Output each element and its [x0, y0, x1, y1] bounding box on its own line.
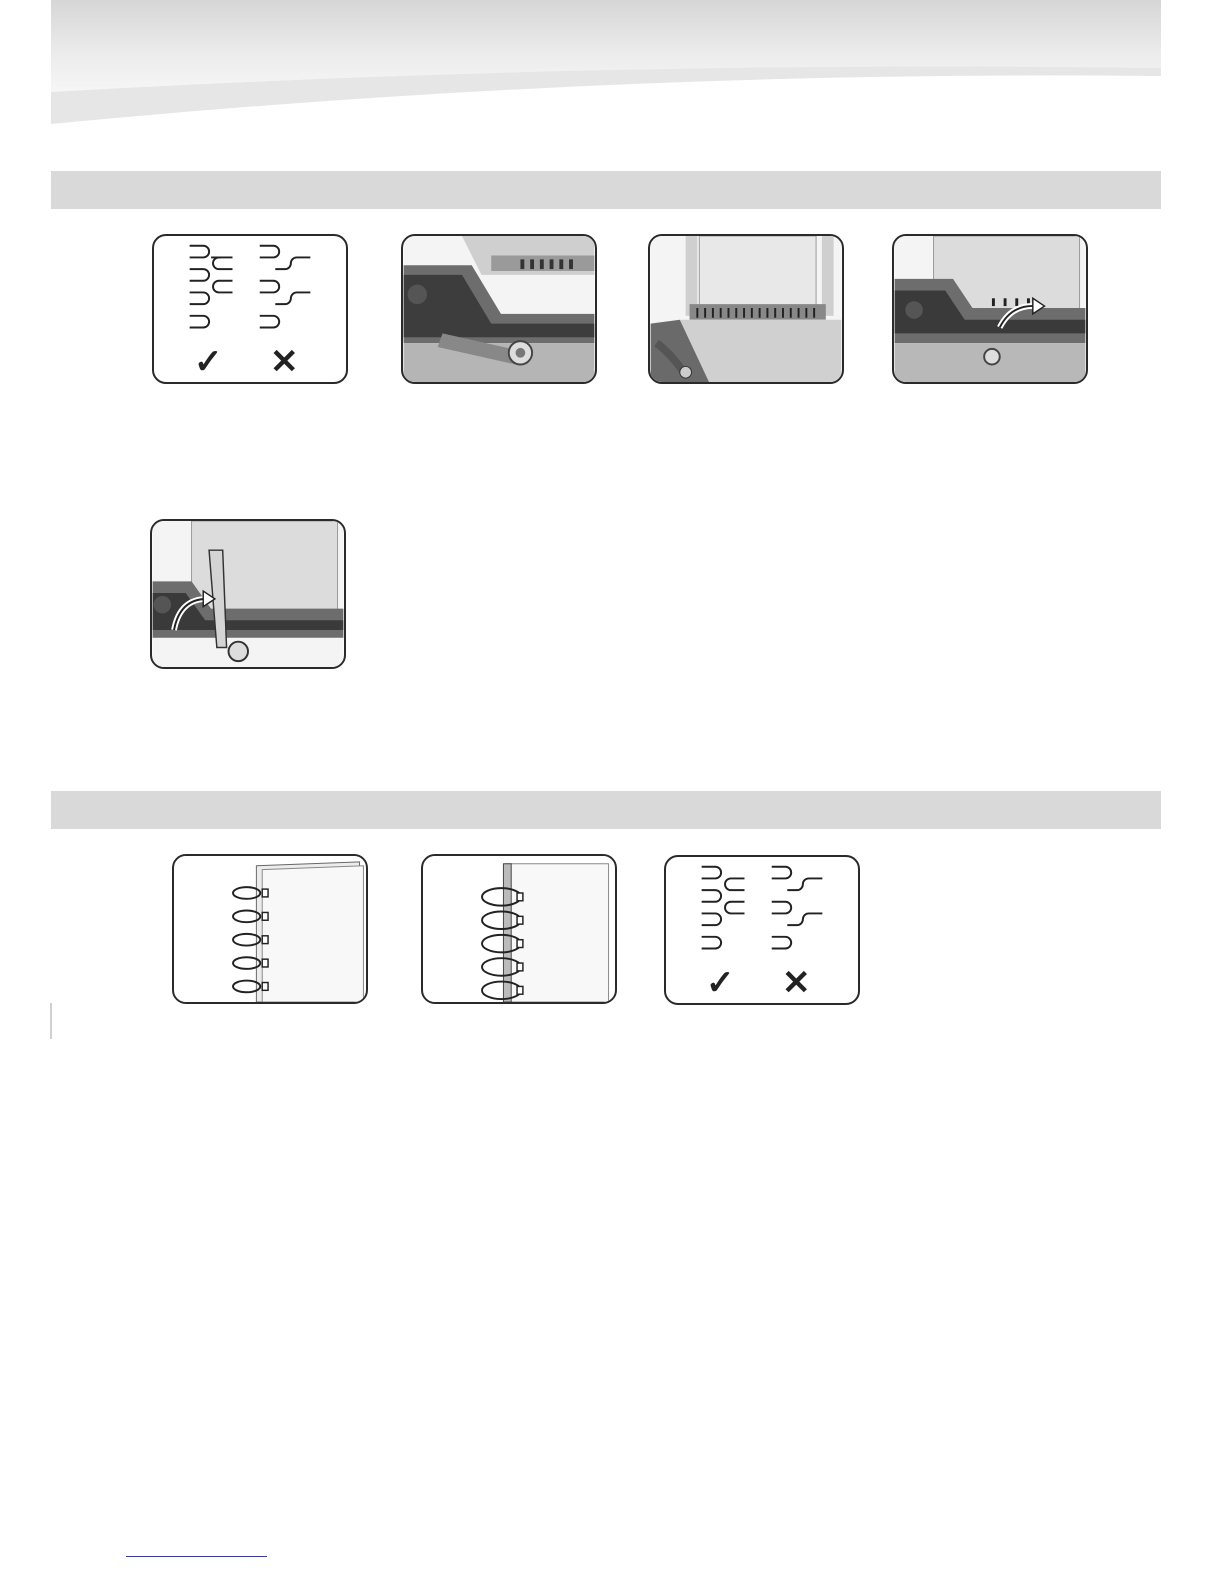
binder-wire-holder-icon	[650, 236, 842, 382]
check-mark-icon: ✓	[706, 964, 735, 1002]
wire-bound-book-side-panel	[172, 854, 368, 1004]
wire-bound-book-side-icon	[174, 856, 366, 1002]
binder-lever-raise-icon	[152, 521, 344, 667]
binder-lever-closeup-panel	[401, 234, 597, 384]
check-mark-icon: ✓	[194, 343, 223, 381]
header-banner	[51, 0, 1161, 128]
wire-orientation-check-panel	[152, 234, 348, 384]
wire-orientation-check-icon	[154, 236, 346, 382]
section-2-bar	[51, 791, 1161, 829]
wire-bound-book-edge-icon	[423, 856, 615, 1002]
wire-orientation-check-icon	[666, 857, 858, 1003]
wire-orientation-check-panel-2	[664, 855, 860, 1005]
binder-rotate-arrow-icon	[894, 236, 1086, 382]
wire-bound-book-edge-panel	[421, 854, 617, 1004]
cross-mark-icon: ✕	[270, 343, 299, 381]
binder-lever-closeup-icon	[403, 236, 595, 382]
cross-mark-icon: ✕	[782, 964, 811, 1002]
margin-divider	[50, 1003, 52, 1039]
section-1-bar	[51, 171, 1161, 209]
binder-rotate-arrow-panel	[892, 234, 1088, 384]
binder-lever-raise-panel	[150, 519, 346, 669]
footer-link-underline[interactable]	[126, 1556, 267, 1557]
binder-wire-holder-panel	[648, 234, 844, 384]
